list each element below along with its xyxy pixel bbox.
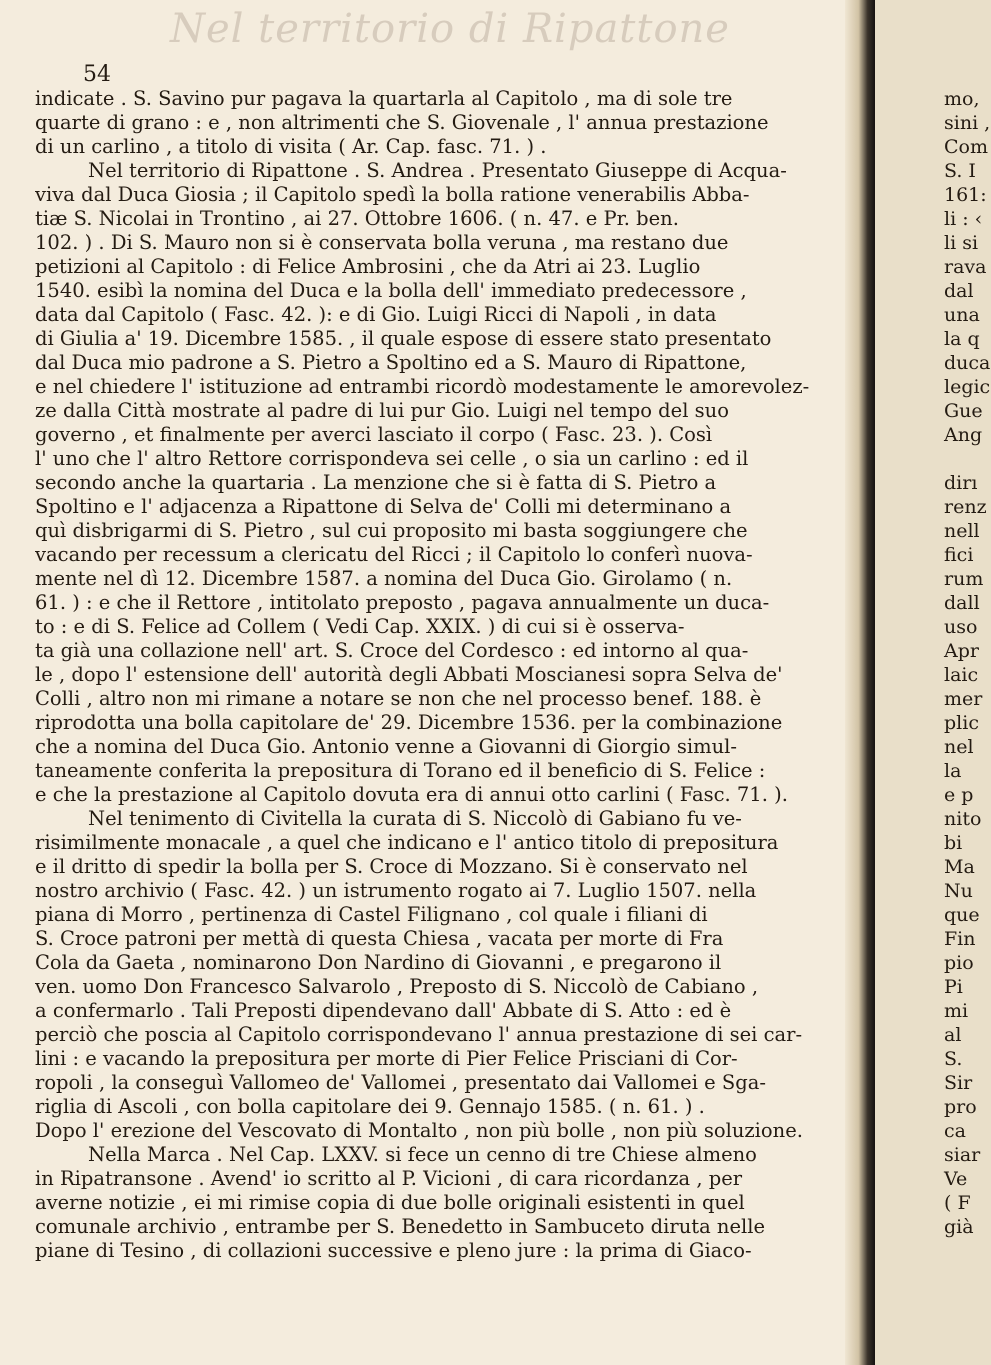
text-line: petizioni al Capitolo : di Felice Ambrosini , che da Atri ai 23. Luglio	[35, 255, 701, 278]
text-line: ropoli , la conseguì Vallomeo de' Vallomei , presentato dai Vallomei e Sga-	[35, 1071, 766, 1094]
right-page-line: la q	[944, 328, 980, 350]
right-page-line: dirı	[944, 472, 978, 494]
right-page-line: rum	[944, 568, 984, 590]
right-page-line: S.	[944, 1048, 963, 1070]
text-line: a confermarlo . Tali Preposti dipendevano dall' Abbate di S. Atto : ed è	[35, 999, 732, 1022]
text-line: data dal Capitolo ( Fasc. 42. ): e di Gio. Luigi Ricci di Napoli , in data	[35, 303, 717, 326]
right-page-line: Com	[944, 136, 988, 158]
text-line: comunale archivio , entrambe per S. Benedetto in Sambuceto diruta nelle	[35, 1215, 766, 1238]
text-line: governo , et finalmente per averci lasciato il corpo ( Fasc. 23. ). Così	[35, 423, 713, 446]
right-page-line: pro	[944, 1096, 977, 1118]
right-page-line: già	[944, 1216, 974, 1238]
text-line: dal Duca mio padrone a S. Pietro a Spoltino ed a S. Mauro di Ripattone,	[35, 351, 747, 374]
text-line: tiæ S. Nicolai in Trontino , ai 27. Ottobre 1606. ( n. 47. e Pr. ben.	[35, 207, 679, 230]
text-line: averne notizie , ei mi rimise copia di due bolle originali esistenti in quel	[35, 1191, 745, 1214]
text-line: S. Croce patroni per mettà di questa Chiesa , vacata per morte di Fra	[35, 927, 724, 950]
text-line: di un carlino , a titolo di visita ( Ar. Cap. fasc. 71. ) .	[35, 135, 547, 158]
right-page-line: rava	[944, 256, 987, 278]
text-line: nostro archivio ( Fasc. 42. ) un istrumento rogato ai 7. Luglio 1507. nella	[35, 879, 757, 902]
right-page-line: Sir	[944, 1072, 973, 1094]
right-page-line: plic	[944, 712, 979, 734]
right-page-line: 161:	[944, 184, 987, 206]
right-page-line: nito	[944, 808, 982, 830]
text-line: di Giulia a' 19. Dicembre 1585. , il quale espose di essere stato presentato	[35, 327, 772, 350]
right-page-line: li : ‹	[944, 208, 983, 230]
right-page-line: S. I	[944, 160, 976, 182]
text-line: perciò che poscia al Capitolo corrispondevano l' annua prestazione di sei car-	[35, 1023, 803, 1046]
right-page-line: una	[944, 304, 980, 326]
right-page-line: Gue	[944, 400, 983, 422]
right-page-line: Apr	[944, 640, 979, 662]
right-page-line: siar	[944, 1144, 981, 1166]
text-line: quarte di grano : e , non altrimenti che S. Giovenale , l' annua prestazione	[35, 111, 769, 134]
right-page-line: nell	[944, 520, 980, 542]
text-line: ze dalla Città mostrate al padre di lui pur Gio. Luigi nel tempo del suo	[35, 399, 729, 422]
right-page-line: mi	[944, 1000, 969, 1022]
right-page-line: ca	[944, 1120, 966, 1142]
right-page-line: sini ,	[944, 112, 991, 134]
right-page-line: Fin	[944, 928, 976, 950]
text-line: Nel tenimento di Civitella la curata di S. Niccolò di Gabiano fu ve-	[88, 807, 742, 830]
text-line: e il dritto di spedir la bolla per S. Croce di Mozzano. Si è conservato nel	[35, 855, 748, 878]
text-line: taneamente conferita la prepositura di Torano ed il beneficio di S. Felice :	[35, 759, 766, 782]
text-line: 1540. esibì la nomina del Duca e la bolla dell' immediato predecessore ,	[35, 279, 747, 302]
right-page-line: li si	[944, 232, 979, 254]
text-line: 102. ) . Di S. Mauro non si è conservata bolla veruna , ma restano due	[35, 231, 729, 254]
right-page-line: que	[944, 904, 980, 926]
right-page-line: renz	[944, 496, 987, 518]
text-line: ta già una collazione nell' art. S. Croce del Cordesco : ed intorno al qua-	[35, 639, 749, 662]
right-page-line: ( F	[944, 1192, 971, 1214]
text-line: e nel chiedere l' istituzione ad entrambi ricordò modestamente le amorevolez-	[35, 375, 810, 398]
text-line: to : e di S. Felice ad Collem ( Vedi Cap. XXIX. ) di cui si è osserva-	[35, 615, 685, 638]
text-line: piane di Tesino , di collazioni successive e pleno jure : la prima di Giaco-	[35, 1239, 752, 1262]
text-line: e che la prestazione al Capitolo dovuta era di annui otto carlini ( Fasc. 71. ).	[35, 783, 788, 806]
right-page-line: legic	[944, 376, 991, 398]
right-page-line: pio	[944, 952, 974, 974]
handwritten-annotation: Nel territorio di Ripattone	[170, 6, 730, 52]
text-line: ven. uomo Don Francesco Salvarolo , Preposto di S. Niccolò de Cabiano ,	[35, 975, 759, 998]
right-page-line: Pi	[944, 976, 963, 998]
right-page-line: duca	[944, 352, 991, 374]
text-line: riglia di Ascoli , con bolla capitolare dei 9. Gennajo 1585. ( n. 61. ) .	[35, 1095, 705, 1118]
right-page-line: mo,	[944, 88, 980, 110]
right-page-line: mer	[944, 688, 983, 710]
text-line: vacando per recessum a clericatu del Ricci ; il Capitolo lo conferì nuova-	[35, 543, 753, 566]
right-page-line: la	[944, 760, 962, 782]
right-page-line: uso	[944, 616, 978, 638]
right-page-line: e p	[944, 784, 974, 806]
right-page-line: Nu	[944, 880, 973, 902]
text-line: Nel territorio di Ripattone . S. Andrea . Presentato Giuseppe di Acqua-	[88, 159, 787, 182]
right-page-line: nel	[944, 736, 974, 758]
text-line: quì disbrigarmi di S. Pietro , sul cui proposito mi basta soggiungere che	[35, 519, 748, 542]
right-page-line: al	[944, 1024, 962, 1046]
right-page-line: Ang	[944, 424, 983, 446]
text-line: che a nomina del Duca Gio. Antonio venne a Giovanni di Giorgio simul-	[35, 735, 737, 758]
text-line: viva dal Duca Giosia ; il Capitolo spedì la bolla ratione venerabilis Abba-	[35, 183, 750, 206]
text-line: riprodotta una bolla capitolare de' 29. Dicembre 1536. per la combinazione	[35, 711, 783, 734]
text-line: risimilmente monacale , a quel che indicano e l' antico titolo di prepositura	[35, 831, 779, 854]
text-line: piana di Morro , pertinenza di Castel Filignano , col quale i filiani di	[35, 903, 708, 926]
right-page-line: fici	[944, 544, 974, 566]
text-line: indicate . S. Savino pur pagava la quartarla al Capitolo , ma di sole tre	[35, 87, 733, 110]
text-line: le , dopo l' estensione dell' autorità degli Abbati Moscianesi sopra Selva de'	[35, 663, 783, 686]
text-line: lini : e vacando la prepositura per morte di Pier Felice Prisciani di Cor-	[35, 1047, 738, 1070]
text-line: Colli , altro non mi rimane a notare se non che nel processo benef. 188. è	[35, 687, 762, 710]
right-page-line: bi	[944, 832, 963, 854]
right-page-line: dal	[944, 280, 974, 302]
text-line: in Ripatransone . Avend' io scritto al P. Vicioni , di cara ricordanza , per	[35, 1167, 743, 1190]
book-gutter	[845, 0, 875, 1365]
text-line: Spoltino e l' adjacenza a Ripattone di Selva de' Colli mi determinano a	[35, 495, 732, 518]
text-line: mente nel dì 12. Dicembre 1587. a nomina del Duca Gio. Girolamo ( n.	[35, 567, 733, 590]
right-page-line: laic	[944, 664, 979, 686]
text-line: secondo anche la quartaria . La menzione che si è fatta di S. Pietro a	[35, 471, 717, 494]
right-page-line: dall	[944, 592, 980, 614]
text-line: Dopo l' erezione del Vescovato di Montalto , non più bolle , non più soluzione.	[35, 1119, 803, 1142]
right-page-line: Ma	[944, 856, 975, 878]
text-line: 61. ) : e che il Rettore , intitolato preposto , pagava annualmente un duca-	[35, 591, 770, 614]
text-line: Cola da Gaeta , nominarono Don Nardino di Giovanni , e pregarono il	[35, 951, 722, 974]
text-line: Nella Marca . Nel Cap. LXXV. si fece un cenno di tre Chiese almeno	[88, 1143, 757, 1166]
page-number: 54	[83, 62, 111, 87]
text-line: l' uno che l' altro Rettore corrispondeva sei celle , o sia un carlino : ed il	[35, 447, 749, 470]
right-page-line: Ve	[944, 1168, 968, 1190]
